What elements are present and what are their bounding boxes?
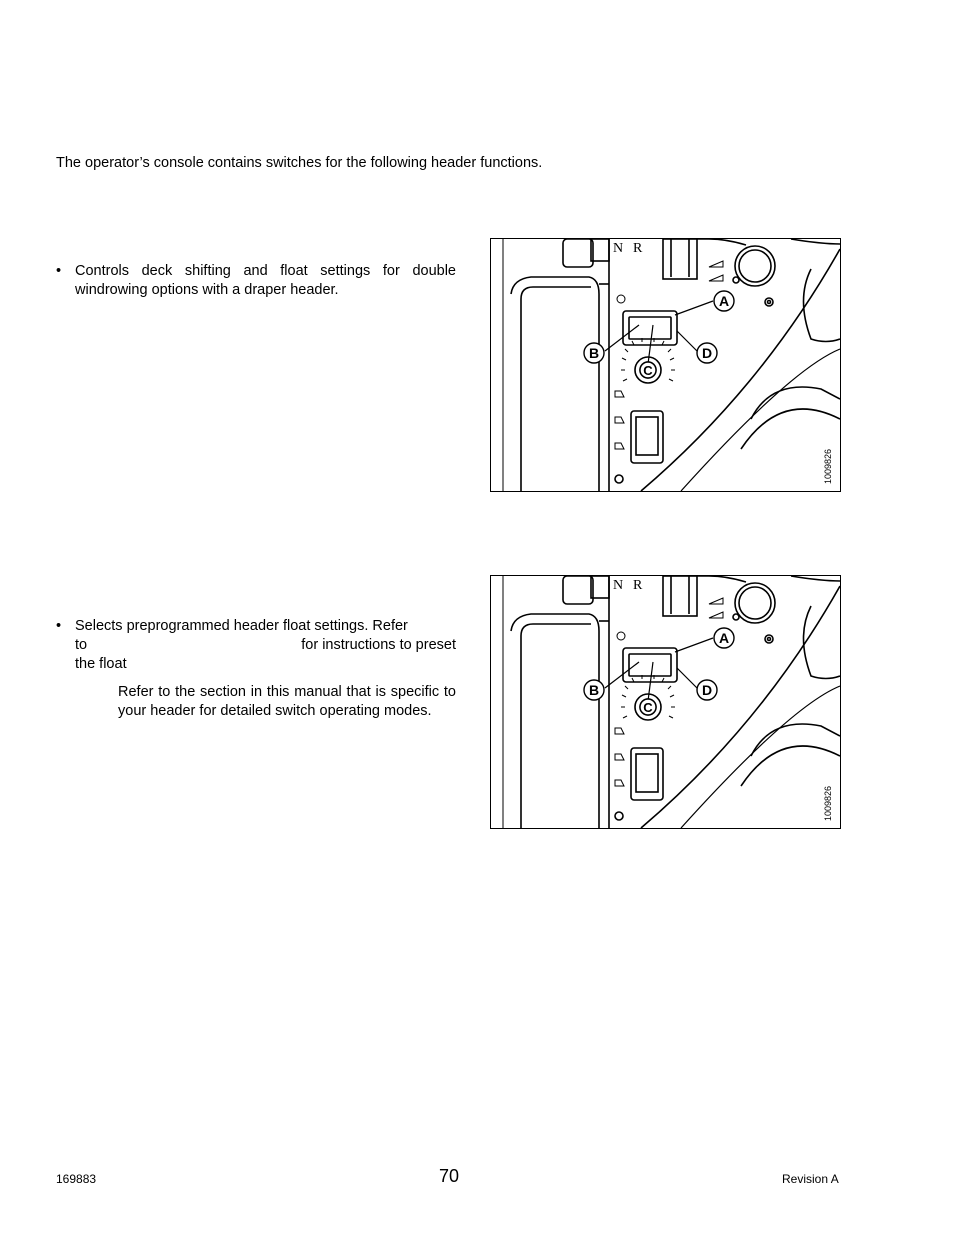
- bullet-marker: •: [56, 263, 62, 279]
- bullet-text: Controls deck shifting and float settings for double windrowing options with a draper header.: [75, 263, 456, 298]
- callout-c: C: [643, 700, 653, 715]
- callout-d: D: [701, 682, 713, 698]
- panel-letter-n: N: [613, 578, 624, 593]
- bullet-text: [75, 617, 456, 674]
- bullet-line-2: [75, 636, 456, 655]
- panel-letter-r: R: [633, 241, 643, 256]
- console-figure-1: [490, 238, 841, 492]
- callout-d: D: [701, 345, 713, 361]
- console-illustration: [491, 576, 840, 828]
- bullet-float-preset: [56, 617, 456, 674]
- panel-letter-r: R: [633, 578, 643, 593]
- intro-text: The operator’s console contains switches for the following header functions.: [56, 155, 543, 171]
- figure-id: 1009826: [823, 785, 833, 821]
- callout-c: C: [643, 363, 653, 378]
- bullet-deck-shift: [56, 262, 456, 300]
- note-text: Refer to the section in this manual that is specific to your header for detailed switch operating modes.: [118, 684, 456, 719]
- bullet-line-2-left: to: [75, 637, 88, 653]
- console-figure-2: [490, 575, 841, 829]
- bullet-line-1: Selects preprogrammed header float settings. Refer: [75, 618, 408, 634]
- bullet-marker: •: [56, 618, 62, 634]
- bullet-line-3: the float: [75, 656, 127, 672]
- page-number: 70: [439, 1166, 460, 1186]
- figure-id: 1009826: [823, 448, 833, 484]
- callout-a: A: [718, 630, 730, 646]
- callout-b: B: [588, 682, 600, 698]
- revision-label: Revision A: [782, 1172, 839, 1186]
- bullet-line-2-right: for instructions to preset: [301, 637, 456, 653]
- callout-a: A: [718, 293, 730, 309]
- callout-b: B: [588, 345, 600, 361]
- panel-letter-n: N: [613, 241, 624, 256]
- console-illustration: [491, 239, 840, 491]
- doc-number: 169883: [56, 1172, 97, 1186]
